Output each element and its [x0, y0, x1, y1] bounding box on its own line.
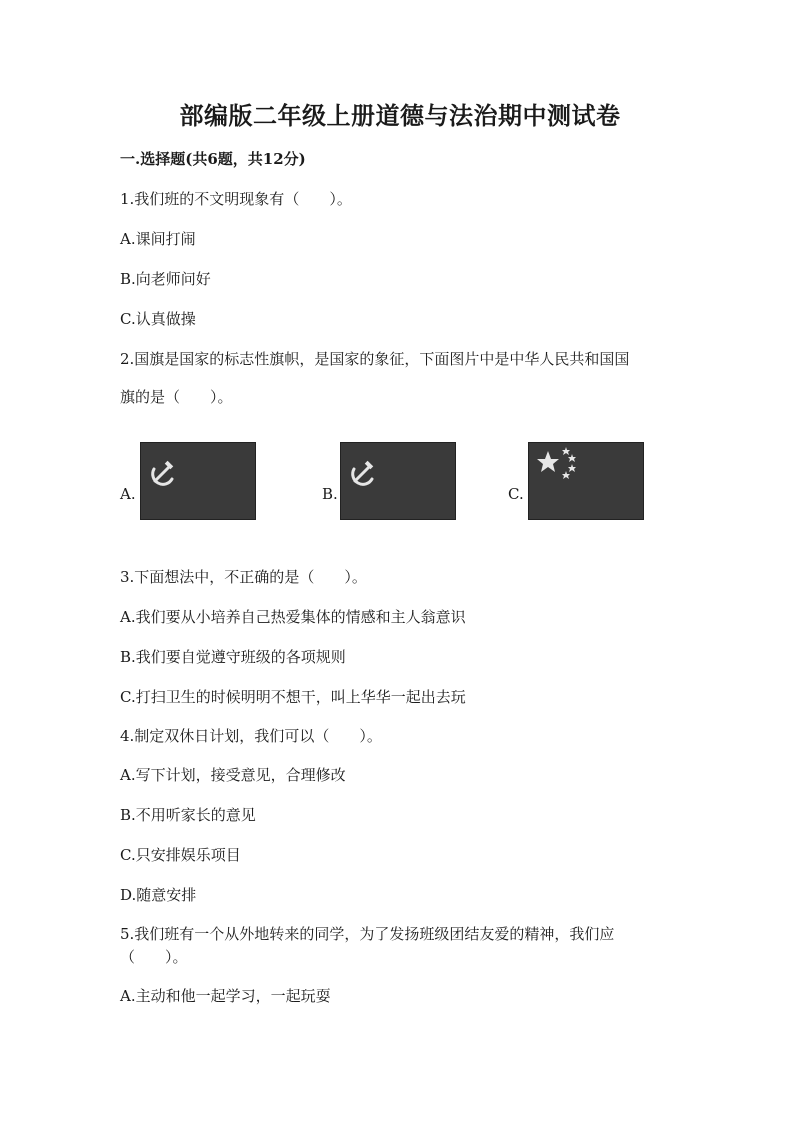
- question-4-option-b: B.不用听家长的意见: [120, 806, 256, 824]
- question-3-option-a: A.我们要从小培养自己热爱集体的情感和主人翁意识: [120, 608, 466, 626]
- question-1-stem: 1.我们班的不文明现象有（ ）。: [120, 190, 352, 208]
- hammer-sickle-flag-icon: [340, 442, 456, 520]
- question-3-option-c: C.打扫卫生的时候明明不想干，叫上华华一起出去玩: [120, 688, 466, 706]
- question-2-flag-options: [120, 438, 680, 523]
- question-1-option-c: C.认真做操: [120, 310, 196, 328]
- question-1-option-b: B.向老师问好: [120, 270, 211, 288]
- question-3-stem: 3.下面想法中，不正确的是（ ）。: [120, 568, 367, 586]
- question-3-option-b: B.我们要自觉遵守班级的各项规则: [120, 648, 346, 666]
- page-title: 部编版二年级上册道德与法治期中测试卷: [179, 101, 621, 130]
- question-1-option-a: A.课间打闹: [120, 230, 196, 248]
- hammer-sickle-flag-icon: [140, 442, 256, 520]
- question-5-stem-line1: 5.我们班有一个从外地转来的同学，为了发扬班级团结友爱的精神，我们应: [120, 925, 615, 943]
- question-2-stem-line1: 2.国旗是国家的标志性旗帜，是国家的象征，下面图片中是中华人民共和国国: [120, 350, 630, 368]
- section-heading: 一.选择题(共6题，共12分): [120, 150, 306, 168]
- question-5-stem-line2: （ ）。: [120, 948, 188, 966]
- question-2-stem-line2: 旗的是（ ）。: [120, 388, 233, 406]
- question-5-option-a: A.主动和他一起学习，一起玩耍: [120, 987, 331, 1005]
- flag-option-b-letter: B.: [322, 485, 338, 503]
- question-4-option-d: D.随意安排: [120, 886, 197, 904]
- flag-option-a-letter: A.: [120, 485, 136, 503]
- question-4-option-a: A.写下计划，接受意见，合理修改: [120, 766, 346, 784]
- question-4-stem: 4.制定双休日计划，我们可以（ ）。: [120, 727, 382, 745]
- five-star-flag-icon: [528, 442, 644, 520]
- flag-option-c-letter: C.: [508, 485, 524, 503]
- question-4-option-c: C.只安排娱乐项目: [120, 846, 241, 864]
